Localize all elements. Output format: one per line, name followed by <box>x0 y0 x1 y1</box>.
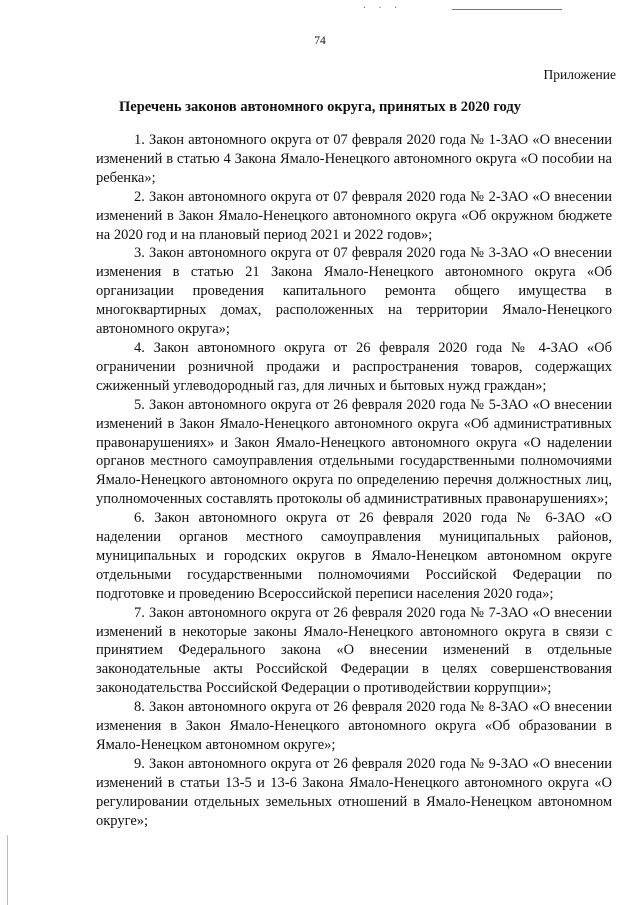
law-item-2: 2. Закон автономного округа от 07 февраля 2020 года № 2-ЗАО «О внесении изменений в Закон Ямало-Ненецкого автономного округа «Об окружном бюджете на 2020 год и на плановый период 2021 и 2022 годов»; <box>96 188 612 243</box>
page-edge-line <box>7 835 8 905</box>
appendix-label: Приложение <box>543 67 616 82</box>
law-item-8: 8. Закон автономного округа от 26 февраля 2020 года № 8-ЗАО «О внесении изменения в Закон Ямало-Ненецкого автономного округа «Об образовании в Ямало-Ненецком автономном округе»; <box>96 699 612 753</box>
scan-artifact-line <box>452 9 562 10</box>
law-item-7: 7. Закон автономного округа от 26 февраля 2020 года № 7-ЗАО «О внесении изменений в некоторые законы Ямало-Ненецкого автономного округа в связи с принятием Федерального закона «О внесении изменений в отдельные законодательные акты Российской Федерации в целях совершенствования законодательства Российской Федерации о противодействии коррупции»; <box>96 604 612 697</box>
scan-artifact-marks: · · · <box>362 3 402 12</box>
law-item-3: 3. Закон автономного округа от 07 февраля 2020 года № 3-ЗАО «О внесении изменения в статью 21 Закона Ямало-Ненецкого автономного округа «Об организации проведения капитального ремонта общего имущества в многоквартирных домах, расположенных на территории Ямало-Ненецкого автономного округа»; <box>96 245 612 338</box>
document-title: Перечень законов автономного округа, принятых в 2020 году <box>119 99 521 115</box>
page-number: 74 <box>314 35 326 47</box>
law-item-9: 9. Закон автономного округа от 26 февраля 2020 года № 9-ЗАО «О внесении изменений в статьи 13-5 и 13-6 Закона Ямало-Ненецкого автономного округа «О регулировании отдельных земельных отношений в Ямало-Ненецком автономном округе»; <box>96 755 612 829</box>
law-list <box>96 131 612 831</box>
law-item-5: 5. Закон автономного округа от 26 февраля 2020 года № 5-ЗАО «О внесении изменений в Закон Ямало-Ненецкого автономного округа «Об административных правонарушениях» и Закон Ямало-Ненецкого автономного округа «О наделении органов местного самоуправления отдельными государственными полномочиями Ямало-Ненецкого автономного округа по определению перечня должностных лиц, уполномоченных составлять протоколы об административных правонарушениях»; <box>96 396 612 508</box>
law-item-6: 6. Закон автономного округа от 26 февраля 2020 года № 6-ЗАО «О наделении органов местного самоуправления муниципальных районов, муниципальных и городских округов в Ямало-Ненецком автономном округе отдельными государственными полномочиями Российской Федерации по подготовке и проведению Всероссийской переписи населения 2020 года»; <box>96 510 612 602</box>
law-item-1: 1. Закон автономного округа от 07 февраля 2020 года № 1-ЗАО «О внесении изменений в статью 4 Закона Ямало-Ненецкого автономного округа «О пособии на ребенка»; <box>96 132 612 186</box>
law-item-4: 4. Закон автономного округа от 26 февраля 2020 года № 4-ЗАО «Об ограничении розничной продажи и распространения товаров, содержащих сжиженный углеводородный газ, для личных и бытовых нужд граждан»; <box>96 339 612 394</box>
